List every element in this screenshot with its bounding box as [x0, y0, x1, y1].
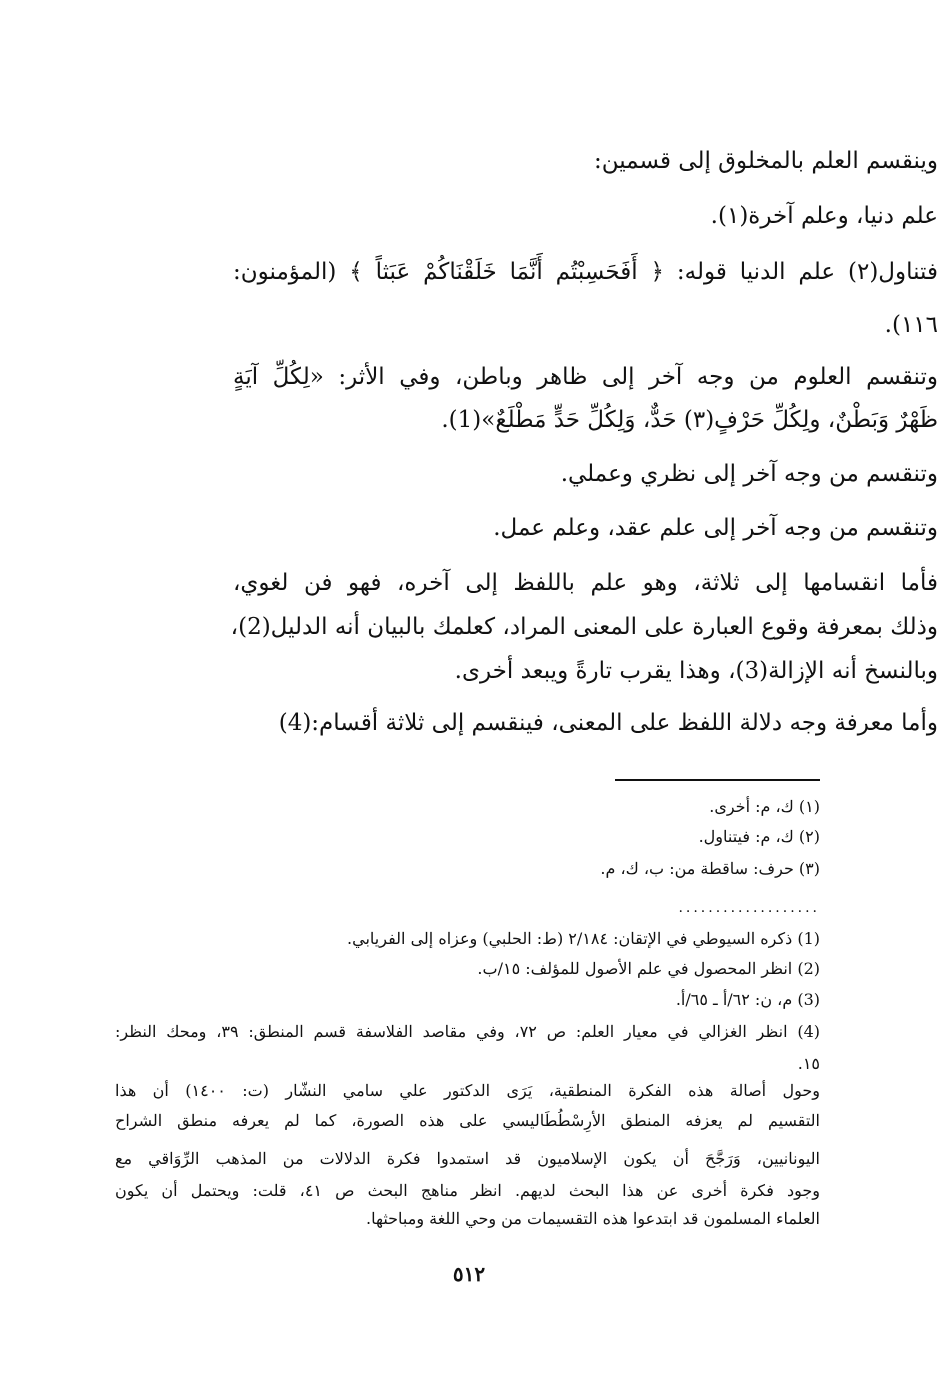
body-line: وتنقسم العلوم من وجه آخر إلى ظاهر وباطن، وفي الأثر: «لِكُلِّ آيَةٍ	[233, 364, 938, 390]
body-line: علم دنيا، وعلم آخرة(١).	[710, 203, 938, 229]
footnote-paragraph-line: اليونانيين، وَرَجَّحَ أن يكون الإسلاميون قد استمدوا فكرة الدلالات من المذهب الرِّوَاقي مع	[115, 1149, 820, 1168]
body-line: وبالنسخ أنه الإزالة(3)، وهذا يقرب تارةً ويبعد أخرى.	[454, 658, 938, 684]
footnote: (2) انظر المحصول في علم الأصول للمؤلف: ١٥/ب.	[477, 959, 820, 978]
footnote-continuation: ١٥.	[797, 1054, 820, 1073]
body-line: ١١٦).	[884, 312, 938, 338]
body-line: فتناول(٢) علم الدنيا قوله: ﴿ أَفَحَسِبْتُم أَنَّمَا خَلَقْنَاكُمْ عَبَثاً ﴾ (المؤمنون:	[233, 259, 938, 285]
footnote: (٣) حرف: ساقطة من: ب، ك، م.	[600, 859, 820, 878]
body-line: وتنقسم من وجه آخر إلى نظري وعملي.	[560, 461, 938, 487]
dotted-separator: ...................	[678, 900, 820, 916]
body-line: ظَهْرٌ وَبَطْنٌ، ولِكُلِّ حَرْفٍ(٣) حَدٌّ، وَلِكُلِّ حَدٍّ مَطْلَعٌ»(1).	[441, 407, 938, 433]
footnote: (3) م، ن: ٦٢/أ ـ ٦٥/أ.	[675, 990, 820, 1009]
footnote: (4) انظر الغزالي في معيار العلم: ص ٧٢، وفي مقاصد الفلاسفة قسم المنطق: ٣٩، ومحك النظر:	[115, 1022, 821, 1041]
body-line: وذلك بمعرفة وقوع العبارة على المعنى المراد، كعلمك بالبيان أنه الدليل(2)،	[230, 614, 938, 640]
footnote: (١) ك، م: أخرى.	[709, 797, 820, 816]
page-number: ٥١٢	[452, 1262, 486, 1286]
footnote: (1) ذكره السيوطي في الإتقان: ٢/١٨٤ (ط: الحلبي) وعزاه إلى الفريابي.	[347, 929, 820, 948]
body-line: وأما معرفة وجه دلالة اللفظ على المعنى، فينقسم إلى ثلاثة أقسام:(4)	[278, 710, 938, 736]
body-line: وتنقسم من وجه آخر إلى علم عقد، وعلم عمل.	[493, 515, 938, 541]
body-line: وينقسم العلم بالمخلوق إلى قسمين:	[593, 148, 938, 174]
body-line: فأما انقسامها إلى ثلاثة، وهو علم باللفظ إلى آخره، فهو فن لغوي،	[233, 570, 938, 596]
footnote-divider	[615, 779, 820, 781]
footnote: (٢) ك، م: فيتناول.	[698, 827, 820, 846]
footnote-paragraph-line: وحول أصالة هذه الفكرة المنطقية، يَرَى الدكتور علي سامي النشّار (ت: ١٤٠٠) أن هذا	[115, 1081, 821, 1100]
footnote-paragraph-line: التقسيم لم يعزفه المنطق الأرِسْطُطَاليسي على هذه الصورة، كما لم يعرفه منطق الشراح	[115, 1111, 820, 1130]
footnote-paragraph-line: وجود فكرة أخرى عن هذا البحث لديهم. انظر مناهج البحث ص ٤١، قلت: ويحتمل أن يكون	[115, 1181, 820, 1200]
footnote-paragraph-line: العلماء المسلمون قد ابتدعوا هذه التقسيمات من وحي اللغة ومباحثها.	[365, 1209, 820, 1228]
